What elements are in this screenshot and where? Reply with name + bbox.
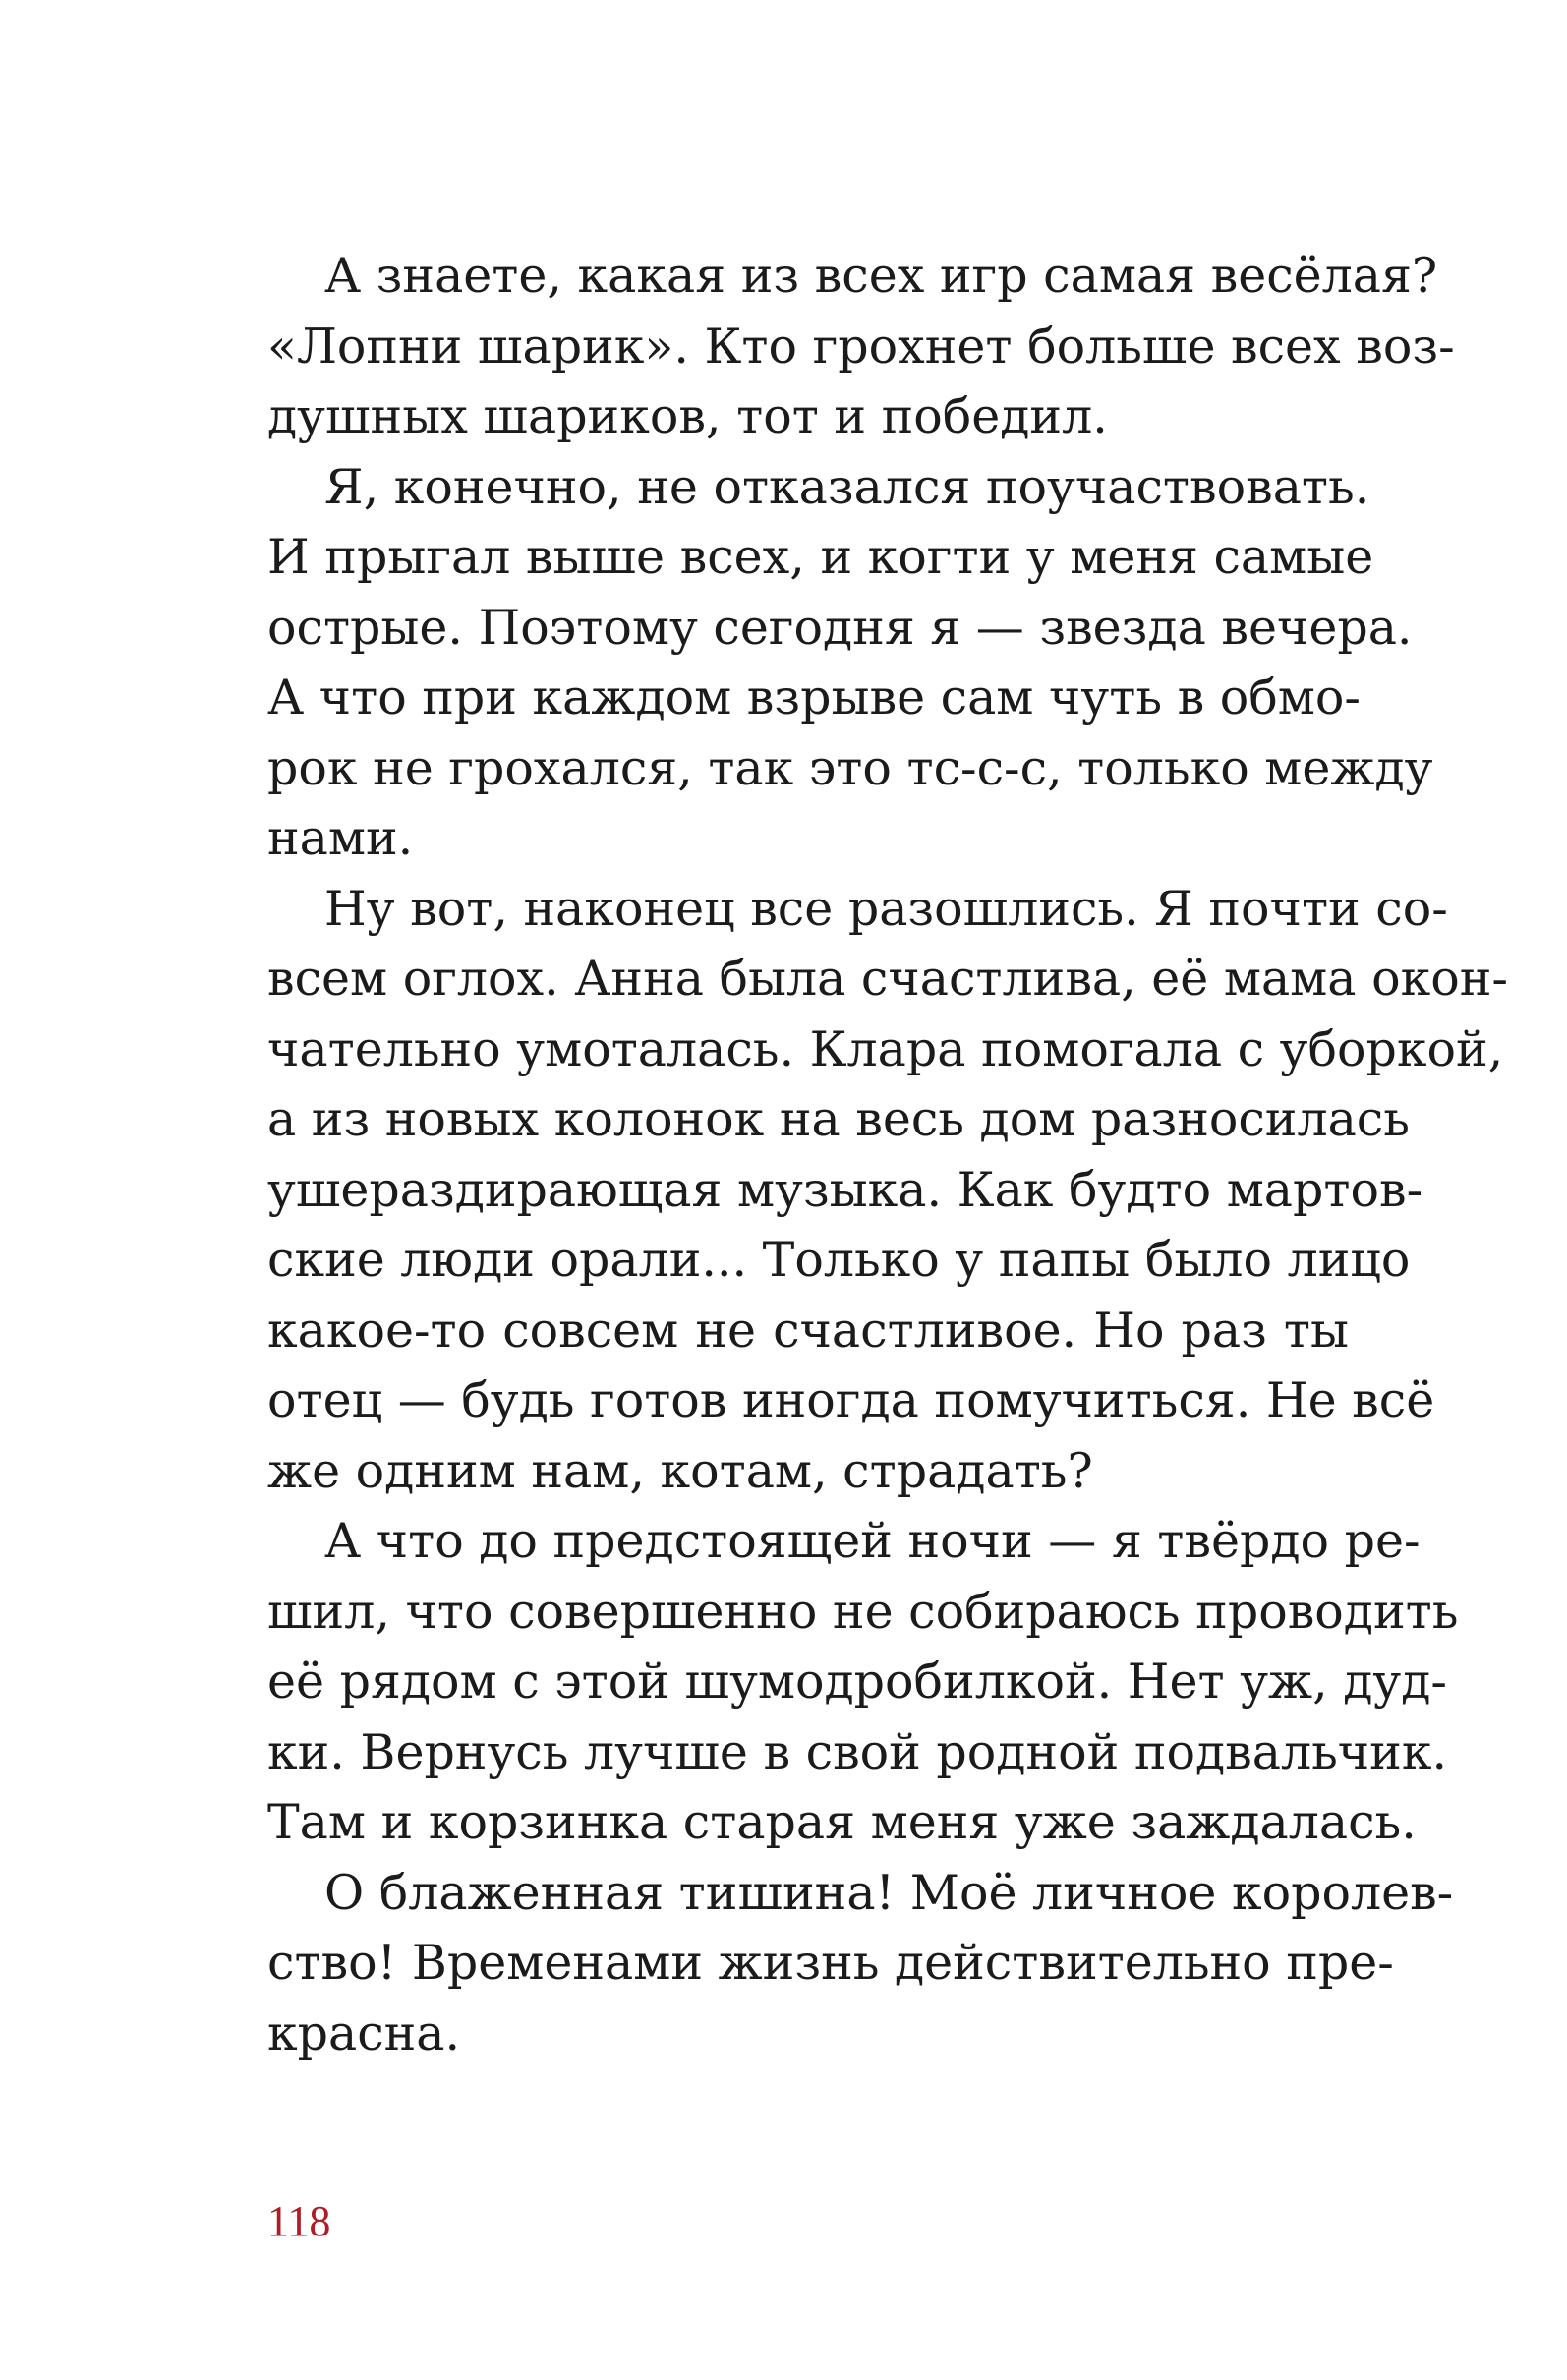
text-line: чательно умоталась. Клара помогала с уборкой, xyxy=(267,1020,1504,1077)
text-line: отец — будь готов иногда помучиться. Не всё xyxy=(267,1372,1435,1428)
text-line: Я, конечно, не отказался поучаствовать. xyxy=(324,458,1370,515)
text-line: шил, что совершенно не собираюсь проводить xyxy=(267,1583,1459,1640)
text-line: острые. Поэтому сегодня я — звезда вечера. xyxy=(267,599,1413,656)
text-line: ские люди орали... Только у папы было лицо xyxy=(267,1232,1411,1288)
text-line: красна. xyxy=(267,2004,461,2061)
text-line: ство! Временами жизнь действительно пре- xyxy=(267,1935,1394,1991)
text-line: А что при каждом взрыве сам чуть в обмо- xyxy=(267,669,1361,726)
text-line: ушераздирающая музыка. Как будто мартов- xyxy=(267,1161,1423,1218)
paragraph-2 xyxy=(267,452,1433,874)
text-line: ки. Вернусь лучше в свой родной подвальчик. xyxy=(267,1723,1448,1780)
text-line: её рядом с этой шумодробилкой. Нет уж, дуд- xyxy=(267,1654,1447,1710)
text-line: же одним нам, котам, страдать? xyxy=(267,1442,1093,1499)
text-line: А что до предстоящей ночи — я твёрдо ре- xyxy=(324,1513,1421,1569)
text-line: какое-то совсем не счастливое. Но раз ты xyxy=(267,1302,1349,1359)
text-line: всем оглох. Анна была счастлива, её мама окон- xyxy=(267,951,1508,1007)
text-line: О блаженная тишина! Моё личное королев- xyxy=(324,1864,1454,1921)
paragraph-1 xyxy=(267,241,1455,452)
text-line: рок не грохался, так это тс-с-с, только между xyxy=(267,739,1433,796)
paragraph-3 xyxy=(267,874,1508,1507)
text-line: А знаете, какая из всех игр самая весёлая? xyxy=(324,248,1438,304)
text-line: И прыгал выше всех, и когти у меня самые xyxy=(267,529,1374,585)
body-text xyxy=(267,241,1508,2068)
text-line: а из новых колонок на весь дом разносилась xyxy=(267,1091,1410,1147)
paragraph-5 xyxy=(267,1858,1454,2069)
text-line: душных шариков, тот и победил. xyxy=(267,388,1108,444)
text-line: Ну вот, наконец все разошлись. Я почти со- xyxy=(324,880,1448,937)
text-line: нами. xyxy=(267,810,414,866)
page-number: 118 xyxy=(267,2197,331,2245)
text-line: «Лопни шарик». Кто грохнет больше всех воз- xyxy=(267,318,1455,375)
text-line: Там и корзинка старая меня уже заждалась. xyxy=(267,1794,1417,1850)
paragraph-4 xyxy=(267,1506,1459,1858)
